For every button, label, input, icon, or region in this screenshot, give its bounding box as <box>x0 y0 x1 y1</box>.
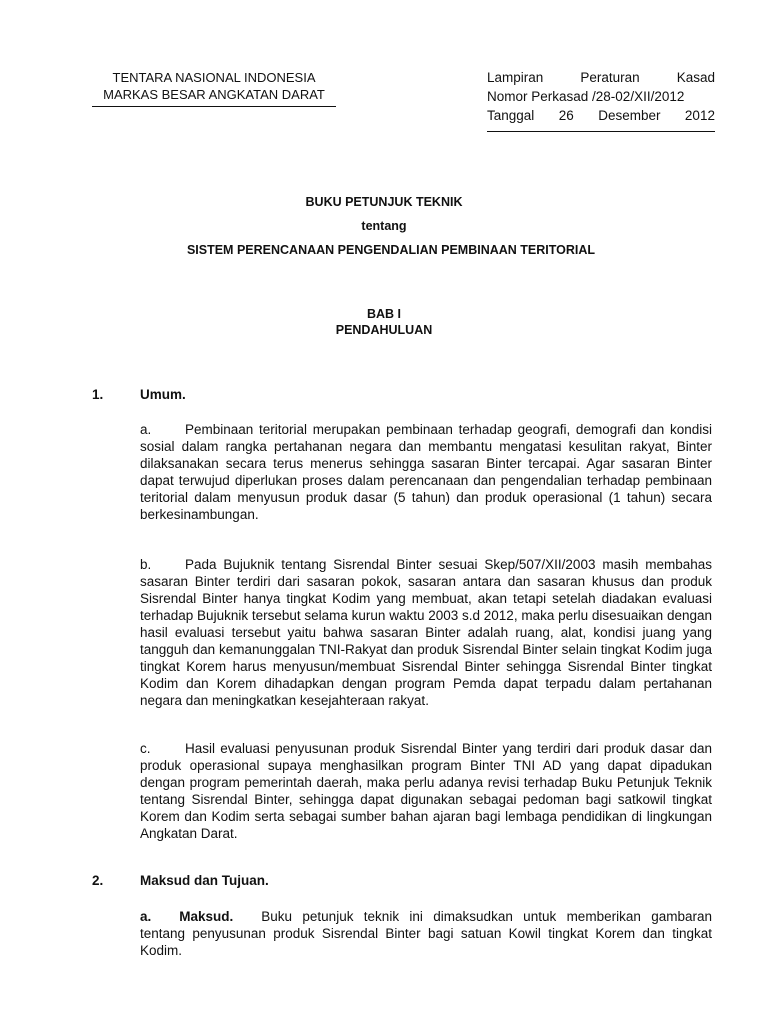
document-subject-text: SISTEM PERENCANAAN PENGENDALIAN PEMBINAAN TERITORIAL <box>186 243 596 257</box>
issuer-underline <box>92 106 336 107</box>
paragraph-label: a. <box>140 909 152 924</box>
paragraph <box>140 908 712 959</box>
attachment-date-year: 2012 <box>684 108 715 123</box>
document-subject <box>0 243 768 257</box>
issuer-line-2: MARKAS BESAR ANGKATAN DARAT <box>103 87 325 102</box>
paragraph-label: a. <box>140 422 152 437</box>
section-title: Umum. <box>140 387 186 402</box>
attachment-line-3 <box>487 106 715 125</box>
issuer-line-1: TENTARA NASIONAL INDONESIA <box>112 70 316 85</box>
issuer-block <box>92 69 336 107</box>
paragraph-text: Hasil evaluasi penyusunan produk Sisrendal Binter yang terdiri dari produk dasar dan produk operasional supaya menghasilkan program Binter TNI AD yang dapat dipadukan dengan program pemerintah daerah, maka perlu adanya revisi terhadap Buku Petunjuk Teknik tentang Sisrendal Binter, sehingga dapat digunakan sebagai pedoman bagi satkowil tingkat Korem dan Kodim serta sebagai sumber bahan ajaran bagi lembaga pendidikan di lingkungan Angkatan Darat. <box>140 741 712 841</box>
attachment-underline <box>487 131 715 132</box>
attachment-date-month: Desember <box>598 108 661 123</box>
attachment-number: Nomor Perkasad /28-02/XII/2012 <box>487 89 685 104</box>
chapter-title: PENDAHULUAN <box>335 323 433 337</box>
attachment-word-peraturan: Peraturan <box>580 70 640 85</box>
document-title: BUKU PETUNJUK TEKNIK <box>305 195 463 209</box>
paragraph-text: Buku petunjuk teknik ini dimaksudkan untuk memberikan gambaran tentang penyusunan produk Sisrendal Binter bagi satuan Kowil tingkat Korem dan tingkat Kodim. <box>140 909 712 958</box>
attachment-line-2 <box>487 87 715 106</box>
section-heading <box>92 873 269 888</box>
attachment-word-kasad: Kasad <box>676 70 715 85</box>
section-number: 1. <box>92 387 104 402</box>
attachment-word-lampiran: Lampiran <box>487 70 544 85</box>
attachment-date-label: Tanggal <box>487 108 535 123</box>
document-title-tentang: tentang <box>361 219 407 233</box>
chapter-number: BAB I <box>366 307 402 321</box>
paragraph <box>140 556 712 709</box>
attachment-block <box>487 68 715 132</box>
attachment-line-1 <box>487 68 715 87</box>
section-number: 2. <box>92 873 104 888</box>
section-heading <box>92 387 186 402</box>
paragraph-label: c. <box>140 741 151 756</box>
paragraph-text: Pembinaan teritorial merupakan pembinaan terhadap geografi, demografi dan kondisi sosial dalam rangka pertahanan negara dan membantu mengatasi kesulitan rakyat, Binter dilaksanakan secara terus menerus sehingga sasaran Binter tercapai. Agar sasaran Binter dapat terwujud diperlukan proses dalam perencanaan dan pengendalian terhadap pembinaan teritorial dalam menyusun produk dasar (5 tahun) dan produk operasional (1 tahun) secara berkesinambungan. <box>140 422 712 522</box>
attachment-date-day: 26 <box>558 108 574 123</box>
paragraph-term: Maksud. <box>179 909 234 924</box>
section-title: Maksud dan Tujuan. <box>140 873 269 888</box>
paragraph-label: b. <box>140 557 152 572</box>
paragraph <box>140 740 712 842</box>
paragraph-text: Pada Bujuknik tentang Sisrendal Binter sesuai Skep/507/XII/2003 masih membahas sasaran Binter terdiri dari sasaran pokok, sasaran antara dan sasaran khusus dan produk Sisrendal Binter hanya tingkat Kodim yang membuat, akan tetapi setelah diadakan evaluasi terhadap Bujuknik tersebut selama kurun waktu 2003 s.d 2012, maka perlu disesuaikan dengan hasil evaluasi tersebut yaitu bahwa sasaran Binter adalah ruang, alat, kondisi juang yang tangguh dan kemanunggalan TNI-Rakyat dan produk Sisrendal Binter selain tingkat Kodim juga tingkat Korem harus menyusun/membuat Sisrendal Binter sehingga Sisrendal Binter tingkat Kodim dan Korem dihadapkan dengan program Pemda dapat terpadu dalam pertahanan negara dan meningkatkan kesejahteraan rakyat. <box>140 557 712 708</box>
paragraph <box>140 421 712 523</box>
